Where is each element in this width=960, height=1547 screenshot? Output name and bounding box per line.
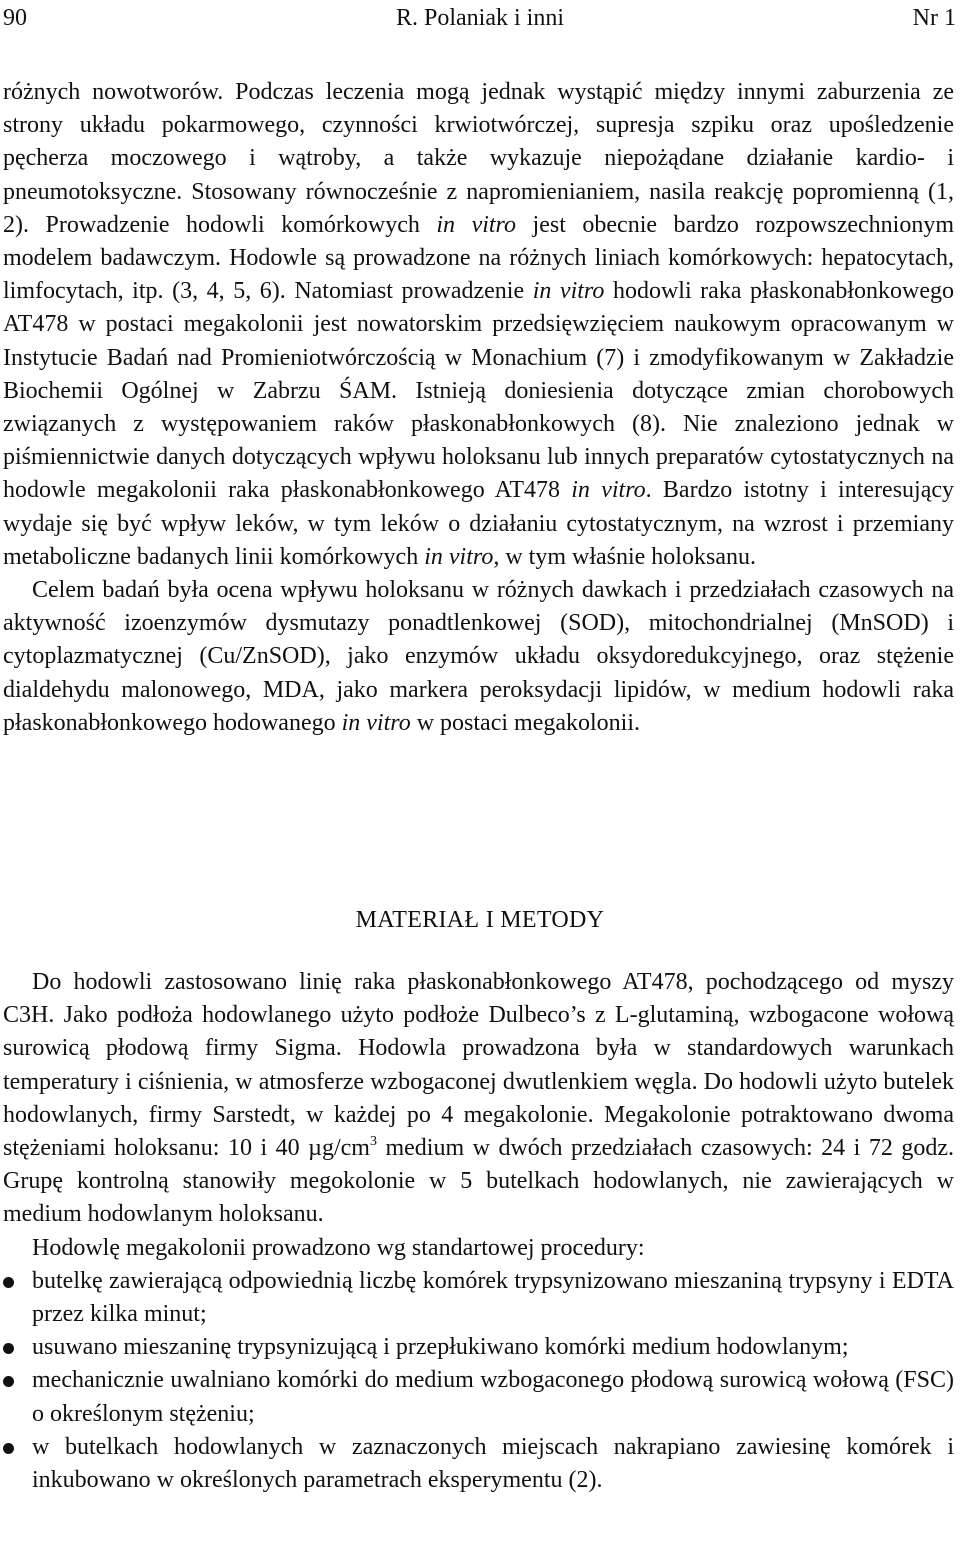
running-head [0, 0, 960, 36]
bullet-icon [3, 1376, 14, 1387]
running-head-authors: R. Polaniak i inni [396, 5, 564, 31]
methods-paragraph-1: Do hodowli zastosowano linię raka płaskonabłonkowego AT478, pochodzącego od myszy C3H. Jako podłoża hodowlanego użyto podłoże Dulbeco’s z L-glutaminą, wzbogacone wołową surowicą płodową firmy Sigma. Hodowla prowadzona była w standardowych warunkach temperatury i ciśnienia, w atmosferze wzbogaconej dwutlenkiem węgla. Do hodowli użyto butelek hodowlanych, firmy Sarstedt, w każdej po 4 megakolonie. Megakolonie potraktowano dwoma stężeniami holoksanu: 10 i 40 $\mu g/cm^3$ medium w dwóch przedziałach czasowych: 24 i 72 godz. Grupę kontrolną stanowiły megokolonie w 5 butelkach hodowlanych, nie zawierających w medium hodowlanym holoksanu. [3, 969, 955, 1228]
intro-paragraph-2: Celem badań była ocena wpływu holoksanu w różnych dawkach i przedziałach czasowych na aktywność izoenzymów dysmutazy ponadtlenkowej (SOD), mitochondrialnej (MnSOD) i cytoplazmatycznej (Cu/ZnSOD), jako enzymów układu oksydoredukcyjnego, oraz stężenie dialdehydu malonowego, MDA, jako markera peroksydacji lipidów, w medium hodowli raka płaskonabłonkowego hodowanego in vitro w postaci megakolonii. [3, 577, 954, 736]
bullet-icon [3, 1277, 14, 1288]
methods-text [3, 966, 954, 1497]
intro-paragraph-1: różnych nowotworów. Podczas leczenia mogą jednak wystąpić między innymi zaburzenia ze strony układu pokarmowego, czynności krwiotwórczej, supresja szpiku oraz upośledzenie pęcherza moczowego i wątroby, a także wykazuje niepożądane działanie kardio- i pneumotoksyczne. Stosowany równocześnie z napromienianiem, nasila reakcję popromienną (1, 2). Prowadzenie hodowli komórkowych in vitro jest obecnie bardzo rozpowszechnionym modelem badawczym. Hodowle są prowadzone na różnych liniach komórkowych: hepatocytach, limfocytach, itp. (3, 4, 5, 6). Natomiast prowadzenie in vitro hodowli raka płaskonabłonkowego AT478 w postaci megakolonii jest nowatorskim przedsięwzięciem naukowym opracowanym w Instytucie Badań nad Promieniotwórczością w Monachium (7) i zmodyfikowanym w Zakładzie Biochemii Ogólnej w Zabrzu ŚAM. Istnieją doniesienia dotyczące zmian chorobowych związanych z występowaniem raków płaskonabłonkowych (8). Nie znaleziono jednak w piśmiennictwie danych dotyczących wpływu holoksanu lub innych preparatów cytostatycznych na hodowle megakolonii raka płaskonabłonkowego AT478 in vitro. Bardzo istotny i interesujący wydaje się być wpływ leków, w tym leków o działaniu cytostatycznym, na wzrost i przemiany metaboliczne badanych linii komórkowych in vitro, w tym właśnie holoksanu. [3, 79, 955, 570]
list-item: usuwano mieszaninę trypsynizującą i przepłukiwano komórki medium hodowlanym; [3, 1331, 954, 1364]
italic-in-vitro: in vitro [424, 543, 494, 570]
bullet-icon [3, 1443, 14, 1454]
procedure-list [3, 1265, 954, 1497]
italic-in-vitro: in vitro [341, 709, 411, 736]
list-item: w butelkach hodowlanych w zaznaczonych miejscach nakrapiano zawiesinę komórek i inkubowano w określonych parametrach eksperymentu (2). [3, 1431, 954, 1497]
page-number: 90 [3, 5, 27, 31]
bullet-icon [3, 1343, 14, 1354]
italic-in-vitro: in vitro [532, 278, 605, 305]
italic-in-vitro: in vitro [436, 211, 517, 238]
italic-in-vitro: in vitro [571, 477, 646, 504]
section-heading: MATERIAŁ I METODY [355, 907, 605, 933]
issue-number: Nr 1 [912, 5, 956, 31]
list-item: butelkę zawierającą odpowiednią liczbę komórek trypsynizowano mieszaniną trypsyny i EDTA przez kilka minut; [3, 1265, 954, 1331]
introduction-text [3, 76, 954, 740]
list-item: mechanicznie uwalniano komórki do medium wzbogaconego płodową surowicą wołową (FSC) o określonym stężeniu; [3, 1364, 954, 1430]
superscript-3: 3 [369, 1134, 377, 1150]
methods-paragraph-2: Hodowlę megakolonii prowadzono wg standartowej procedury: [32, 1234, 645, 1261]
